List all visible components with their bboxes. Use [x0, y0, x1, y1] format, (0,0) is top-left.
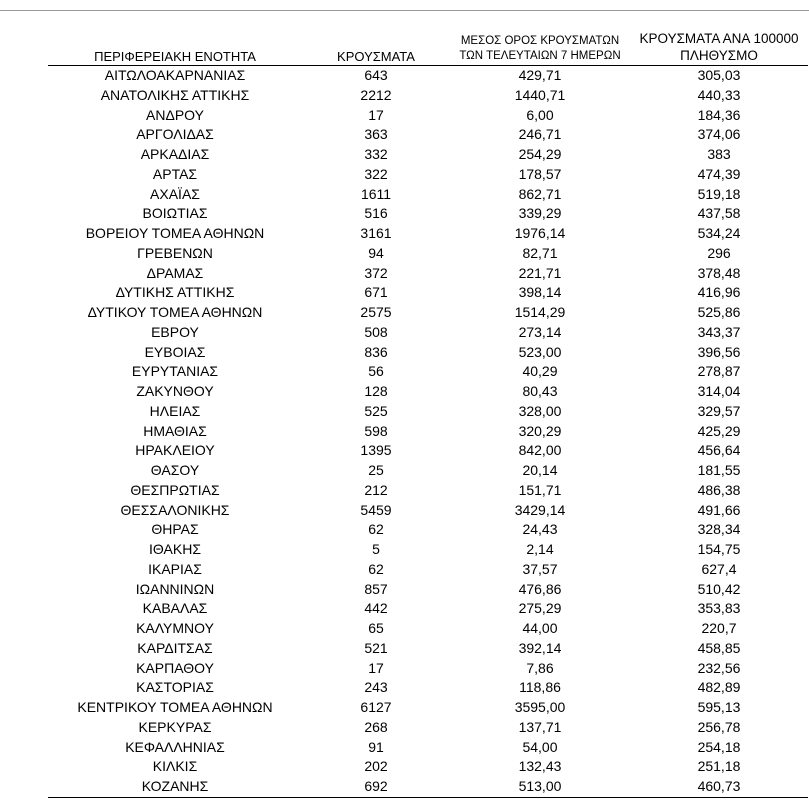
cell-region: ΗΡΑΚΛΕΙΟΥ [135, 442, 215, 459]
cell-7day-average: 862,71 [518, 185, 562, 202]
table-row [48, 362, 808, 382]
table-row [48, 639, 808, 659]
table-row [48, 204, 808, 224]
cell-cases-per-100k: 474,39 [697, 165, 741, 182]
cell-region: ΓΡΕΒΕΝΩΝ [137, 244, 213, 261]
table-row [48, 303, 808, 323]
table-row [48, 422, 808, 442]
cell-cases-per-100k: 184,36 [697, 106, 741, 123]
cell-7day-average: 54,00 [522, 738, 558, 755]
table-row [48, 402, 808, 422]
table-row [48, 382, 808, 402]
cell-7day-average: 320,29 [518, 422, 562, 439]
cell-7day-average: 178,57 [518, 165, 562, 182]
cell-cases: 598 [364, 422, 388, 439]
cell-cases-per-100k: 232,56 [697, 659, 741, 676]
header-cases-per-100k-line2: ΠΛΗΘΥΣΜΟ [680, 48, 758, 63]
cell-cases-per-100k: 378,48 [697, 264, 741, 281]
header-row [48, 30, 808, 66]
cell-cases-per-100k: 254,18 [697, 738, 741, 755]
cell-7day-average: 221,71 [518, 264, 562, 281]
table-row [48, 560, 808, 580]
cell-region: ΚΑΛΥΜΝΟΥ [136, 620, 214, 636]
cell-cases: 5 [372, 541, 380, 557]
cell-region: ΒΟΡΕΙΟΥ ΤΟΜΕΑ ΑΘΗΝΩΝ [85, 225, 265, 241]
cell-7day-average: 513,00 [450, 777, 630, 797]
cell-region: ΑΝΑΤΟΛΙΚΗΣ ΑΤΤΙΚΗΣ [100, 86, 250, 103]
cell-cases-per-100k: 181,55 [697, 462, 741, 478]
cell-region: ΚΑΣΤΟΡΙΑΣ [136, 679, 214, 696]
cell-cases-per-100k: 519,18 [697, 185, 741, 202]
cell-region: ΚΑΡΠΑΘΟΥ [136, 659, 214, 676]
cell-7day-average: 20,14 [522, 462, 558, 478]
cell-cases-per-100k: 328,34 [697, 521, 741, 538]
cell-cases: 94 [368, 244, 384, 261]
cell-cases-per-100k: 460,73 [630, 777, 808, 797]
cell-cases: 1611 [360, 185, 392, 202]
cell-cases-per-100k: 343,37 [697, 323, 741, 340]
cell-cases: 525 [364, 402, 388, 419]
table-row [48, 659, 808, 679]
header-region [48, 30, 302, 66]
cell-7day-average: 328,00 [518, 402, 562, 419]
cell-cases: 508 [364, 323, 388, 340]
table-row [48, 106, 808, 126]
cell-cases: 2212 [360, 86, 392, 103]
cell-region: ΕΒΡΟΥ [151, 323, 199, 340]
table-row [48, 580, 808, 600]
cell-region: ΚΕΦΑΛΛΗΝΙΑΣ [125, 738, 225, 755]
cell-cases: 857 [364, 580, 388, 597]
cell-region: ΘΕΣΣΑΛΟΝΙΚΗΣ [120, 501, 230, 518]
cell-cases-per-100k: 396,56 [697, 343, 741, 360]
cell-region: ΑΝΔΡΟΥ [146, 106, 204, 123]
cell-7day-average: 7,86 [526, 659, 554, 676]
table-header [48, 30, 808, 66]
cell-region: ΑΙΤΩΛΟΑΚΑΡΝΑΝΙΑΣ [104, 67, 246, 83]
header-cases [302, 30, 450, 66]
cell-region: ΙΩΑΝΝΙΝΩΝ [135, 580, 215, 597]
table-row [48, 757, 808, 777]
cell-cases-per-100k: 534,24 [697, 225, 741, 241]
cell-cases-per-100k: 595,13 [697, 699, 741, 715]
cell-cases: 62 [368, 560, 384, 577]
cell-cases: 442 [364, 600, 388, 617]
header-region-label: ΠΕΡΙΦΕΡΕΙΑΚΗ ΕΝΟΤΗΤΑ [94, 49, 256, 64]
cell-region: ΘΗΡΑΣ [151, 521, 199, 538]
cell-7day-average: 254,29 [518, 146, 562, 162]
cell-region: ΔΥΤΙΚΟΥ ΤΟΜΕΑ ΑΘΗΝΩΝ [87, 304, 263, 320]
cell-region: ΖΑΚΥΝΘΟΥ [136, 383, 214, 399]
cell-cases: 17 [368, 659, 384, 676]
table-row [48, 441, 808, 461]
cell-cases-per-100k: 525,86 [697, 304, 741, 320]
cell-7day-average: 2,14 [526, 541, 554, 557]
cell-cases-per-100k: 627,4 [701, 560, 737, 577]
cell-7day-average: 246,71 [518, 126, 562, 143]
cell-7day-average: 40,29 [522, 363, 558, 380]
cell-region: ΙΘΑΚΗΣ [149, 541, 201, 557]
cases-by-region-table [48, 30, 808, 798]
cell-cases: 243 [364, 679, 388, 696]
cell-7day-average: 392,14 [518, 639, 562, 656]
cell-cases-per-100k: 154,75 [697, 541, 741, 557]
cell-cases: 363 [364, 126, 388, 143]
table-row [48, 323, 808, 343]
cell-7day-average: 275,29 [518, 600, 562, 617]
cell-cases-per-100k: 256,78 [697, 718, 741, 735]
cell-region: ΚΟΖΑΝΗΣ [48, 777, 302, 797]
table-row [48, 86, 808, 106]
cell-7day-average: 6,00 [526, 106, 554, 123]
header-cases-per-100k [630, 30, 808, 66]
cell-cases-per-100k: 329,57 [697, 402, 741, 419]
table-row [48, 244, 808, 264]
table-row [48, 224, 808, 244]
table-row [48, 619, 808, 639]
cell-cases-per-100k: 425,29 [697, 422, 741, 439]
cell-cases-per-100k: 296 [707, 244, 731, 261]
cell-region: ΑΡΤΑΣ [152, 165, 198, 182]
cell-7day-average: 3595,00 [514, 699, 566, 715]
cell-region: ΗΛΕΙΑΣ [149, 402, 201, 419]
cell-region: ΒΟΙΩΤΙΑΣ [142, 205, 208, 222]
cell-7day-average: 80,43 [522, 383, 558, 399]
top-divider [0, 10, 809, 11]
cell-cases: 521 [364, 639, 388, 656]
header-cases-per-100k-line1: ΚΡΟΥΣΜΑΤΑ ΑΝΑ 100000 [639, 31, 799, 46]
table-row [48, 718, 808, 738]
cell-region: ΘΑΣΟΥ [150, 462, 200, 478]
cell-7day-average: 3429,14 [514, 501, 566, 518]
cell-7day-average: 1440,71 [514, 86, 566, 103]
cell-7day-average: 118,86 [519, 679, 561, 696]
cell-cases-per-100k: 458,85 [697, 639, 741, 656]
table-row [48, 185, 808, 205]
header-cases-label: ΚΡΟΥΣΜΑΤΑ [337, 49, 415, 64]
cell-cases-per-100k: 383 [707, 146, 731, 162]
header-7day-average [450, 30, 630, 66]
cell-cases: 202 [364, 758, 388, 775]
table-row [48, 738, 808, 758]
cell-cases: 643 [364, 67, 388, 83]
cell-7day-average: 151,71 [518, 481, 562, 498]
cell-cases-per-100k: 510,42 [697, 580, 741, 597]
cell-cases: 1395 [360, 442, 392, 459]
table-row [48, 283, 808, 303]
cell-7day-average: 44,00 [522, 620, 558, 636]
cell-7day-average: 339,29 [518, 205, 562, 222]
cell-region: ΚΕΝΤΡΙΚΟΥ ΤΟΜΕΑ ΑΘΗΝΩΝ [77, 699, 273, 715]
cell-cases-per-100k: 456,64 [697, 442, 741, 459]
cell-7day-average: 1976,14 [514, 225, 566, 241]
cell-7day-average: 132,43 [518, 758, 562, 775]
table-row [48, 264, 808, 284]
table-row [48, 520, 808, 540]
cell-7day-average: 842,00 [518, 442, 562, 459]
cell-cases: 212 [364, 481, 388, 498]
cell-region: ΚΑΡΔΙΤΣΑΣ [137, 639, 213, 656]
table-row [48, 599, 808, 619]
cell-cases-per-100k: 416,96 [697, 284, 741, 301]
cell-region: ΚΙΛΚΙΣ [152, 758, 198, 775]
cell-cases: 65 [368, 620, 384, 636]
cell-cases: 516 [364, 205, 388, 222]
cell-cases: 322 [364, 165, 388, 182]
table-row [48, 343, 808, 363]
table-row [48, 777, 808, 797]
cell-cases: 91 [368, 738, 384, 755]
cell-cases: 25 [368, 462, 384, 478]
cell-cases-per-100k: 353,83 [697, 600, 741, 617]
cell-cases: 62 [368, 521, 384, 538]
cell-region: ΕΥΡΥΤΑΝΙΑΣ [131, 363, 219, 380]
cell-region: ΗΜΑΘΙΑΣ [143, 422, 207, 439]
cell-7day-average: 82,71 [522, 244, 558, 261]
cell-cases: 2575 [360, 304, 392, 320]
cell-7day-average: 137,71 [518, 718, 562, 735]
cell-region: ΔΡΑΜΑΣ [146, 264, 204, 281]
cell-cases-per-100k: 305,03 [697, 67, 741, 83]
cell-region: ΘΕΣΠΡΩΤΙΑΣ [130, 481, 220, 498]
cell-7day-average: 1514,29 [514, 304, 566, 320]
table-row [48, 165, 808, 185]
header-7day-average-line1: ΜΕΣΟΣ ΟΡΟΣ ΚΡΟΥΣΜΑΤΩΝ [460, 35, 620, 47]
cell-region: ΙΚΑΡΙΑΣ [148, 560, 202, 577]
cell-cases-per-100k: 482,89 [697, 679, 741, 696]
cell-cases: 332 [364, 146, 388, 162]
cell-cases: 128 [364, 383, 388, 399]
cell-region: ΑΧΑΪΑΣ [150, 185, 200, 202]
table-body [48, 66, 808, 798]
cell-7day-average: 398,14 [518, 284, 562, 301]
cell-7day-average: 24,43 [522, 521, 558, 538]
cell-cases: 5459 [360, 501, 392, 518]
cell-7day-average: 523,00 [518, 343, 562, 360]
cell-cases: 17 [368, 106, 384, 123]
cell-cases-per-100k: 491,66 [697, 501, 741, 518]
table-row [48, 481, 808, 501]
cell-cases: 692 [302, 777, 450, 797]
cell-cases-per-100k: 486,38 [697, 481, 741, 498]
cell-cases: 56 [368, 363, 384, 380]
cell-7day-average: 476,86 [518, 580, 562, 597]
cell-7day-average: 429,71 [518, 67, 562, 83]
cell-cases-per-100k: 374,06 [697, 126, 741, 143]
cell-region: ΔΥΤΙΚΗΣ ΑΤΤΙΚΗΣ [115, 284, 235, 301]
table-row [48, 125, 808, 145]
cell-region: ΚΕΡΚΥΡΑΣ [138, 718, 212, 735]
cell-cases: 3161 [360, 225, 392, 241]
cell-cases-per-100k: 278,87 [697, 363, 741, 380]
cell-cases: 671 [364, 284, 388, 301]
cell-cases-per-100k: 220,7 [701, 620, 737, 636]
table-row [48, 698, 808, 718]
cell-cases: 268 [364, 718, 388, 735]
cell-region: ΚΑΒΑΛΑΣ [142, 600, 208, 617]
cell-region: ΑΡΓΟΛΙΔΑΣ [136, 126, 214, 143]
table-row [48, 678, 808, 698]
header-7day-average-line2: ΤΩΝ ΤΕΛΕΥΤΑΙΩΝ 7 ΗΜΕΡΩΝ [459, 50, 621, 62]
cell-cases-per-100k: 314,04 [697, 383, 741, 399]
cell-cases-per-100k: 437,58 [697, 205, 741, 222]
cases-table-container [48, 30, 808, 798]
table-row [48, 461, 808, 481]
cell-7day-average: 37,57 [522, 560, 558, 577]
table-row [48, 501, 808, 521]
table-row [48, 66, 808, 86]
cell-cases: 372 [364, 264, 388, 281]
table-row [48, 145, 808, 165]
cell-region: ΕΥΒΟΙΑΣ [144, 343, 206, 360]
cell-region: ΑΡΚΑΔΙΑΣ [140, 146, 210, 162]
table-row [48, 540, 808, 560]
cell-cases: 836 [364, 343, 388, 360]
cell-cases-per-100k: 251,18 [697, 758, 741, 775]
cell-cases-per-100k: 440,33 [697, 86, 741, 103]
cell-cases: 6127 [360, 699, 392, 715]
cell-7day-average: 273,14 [518, 323, 562, 340]
